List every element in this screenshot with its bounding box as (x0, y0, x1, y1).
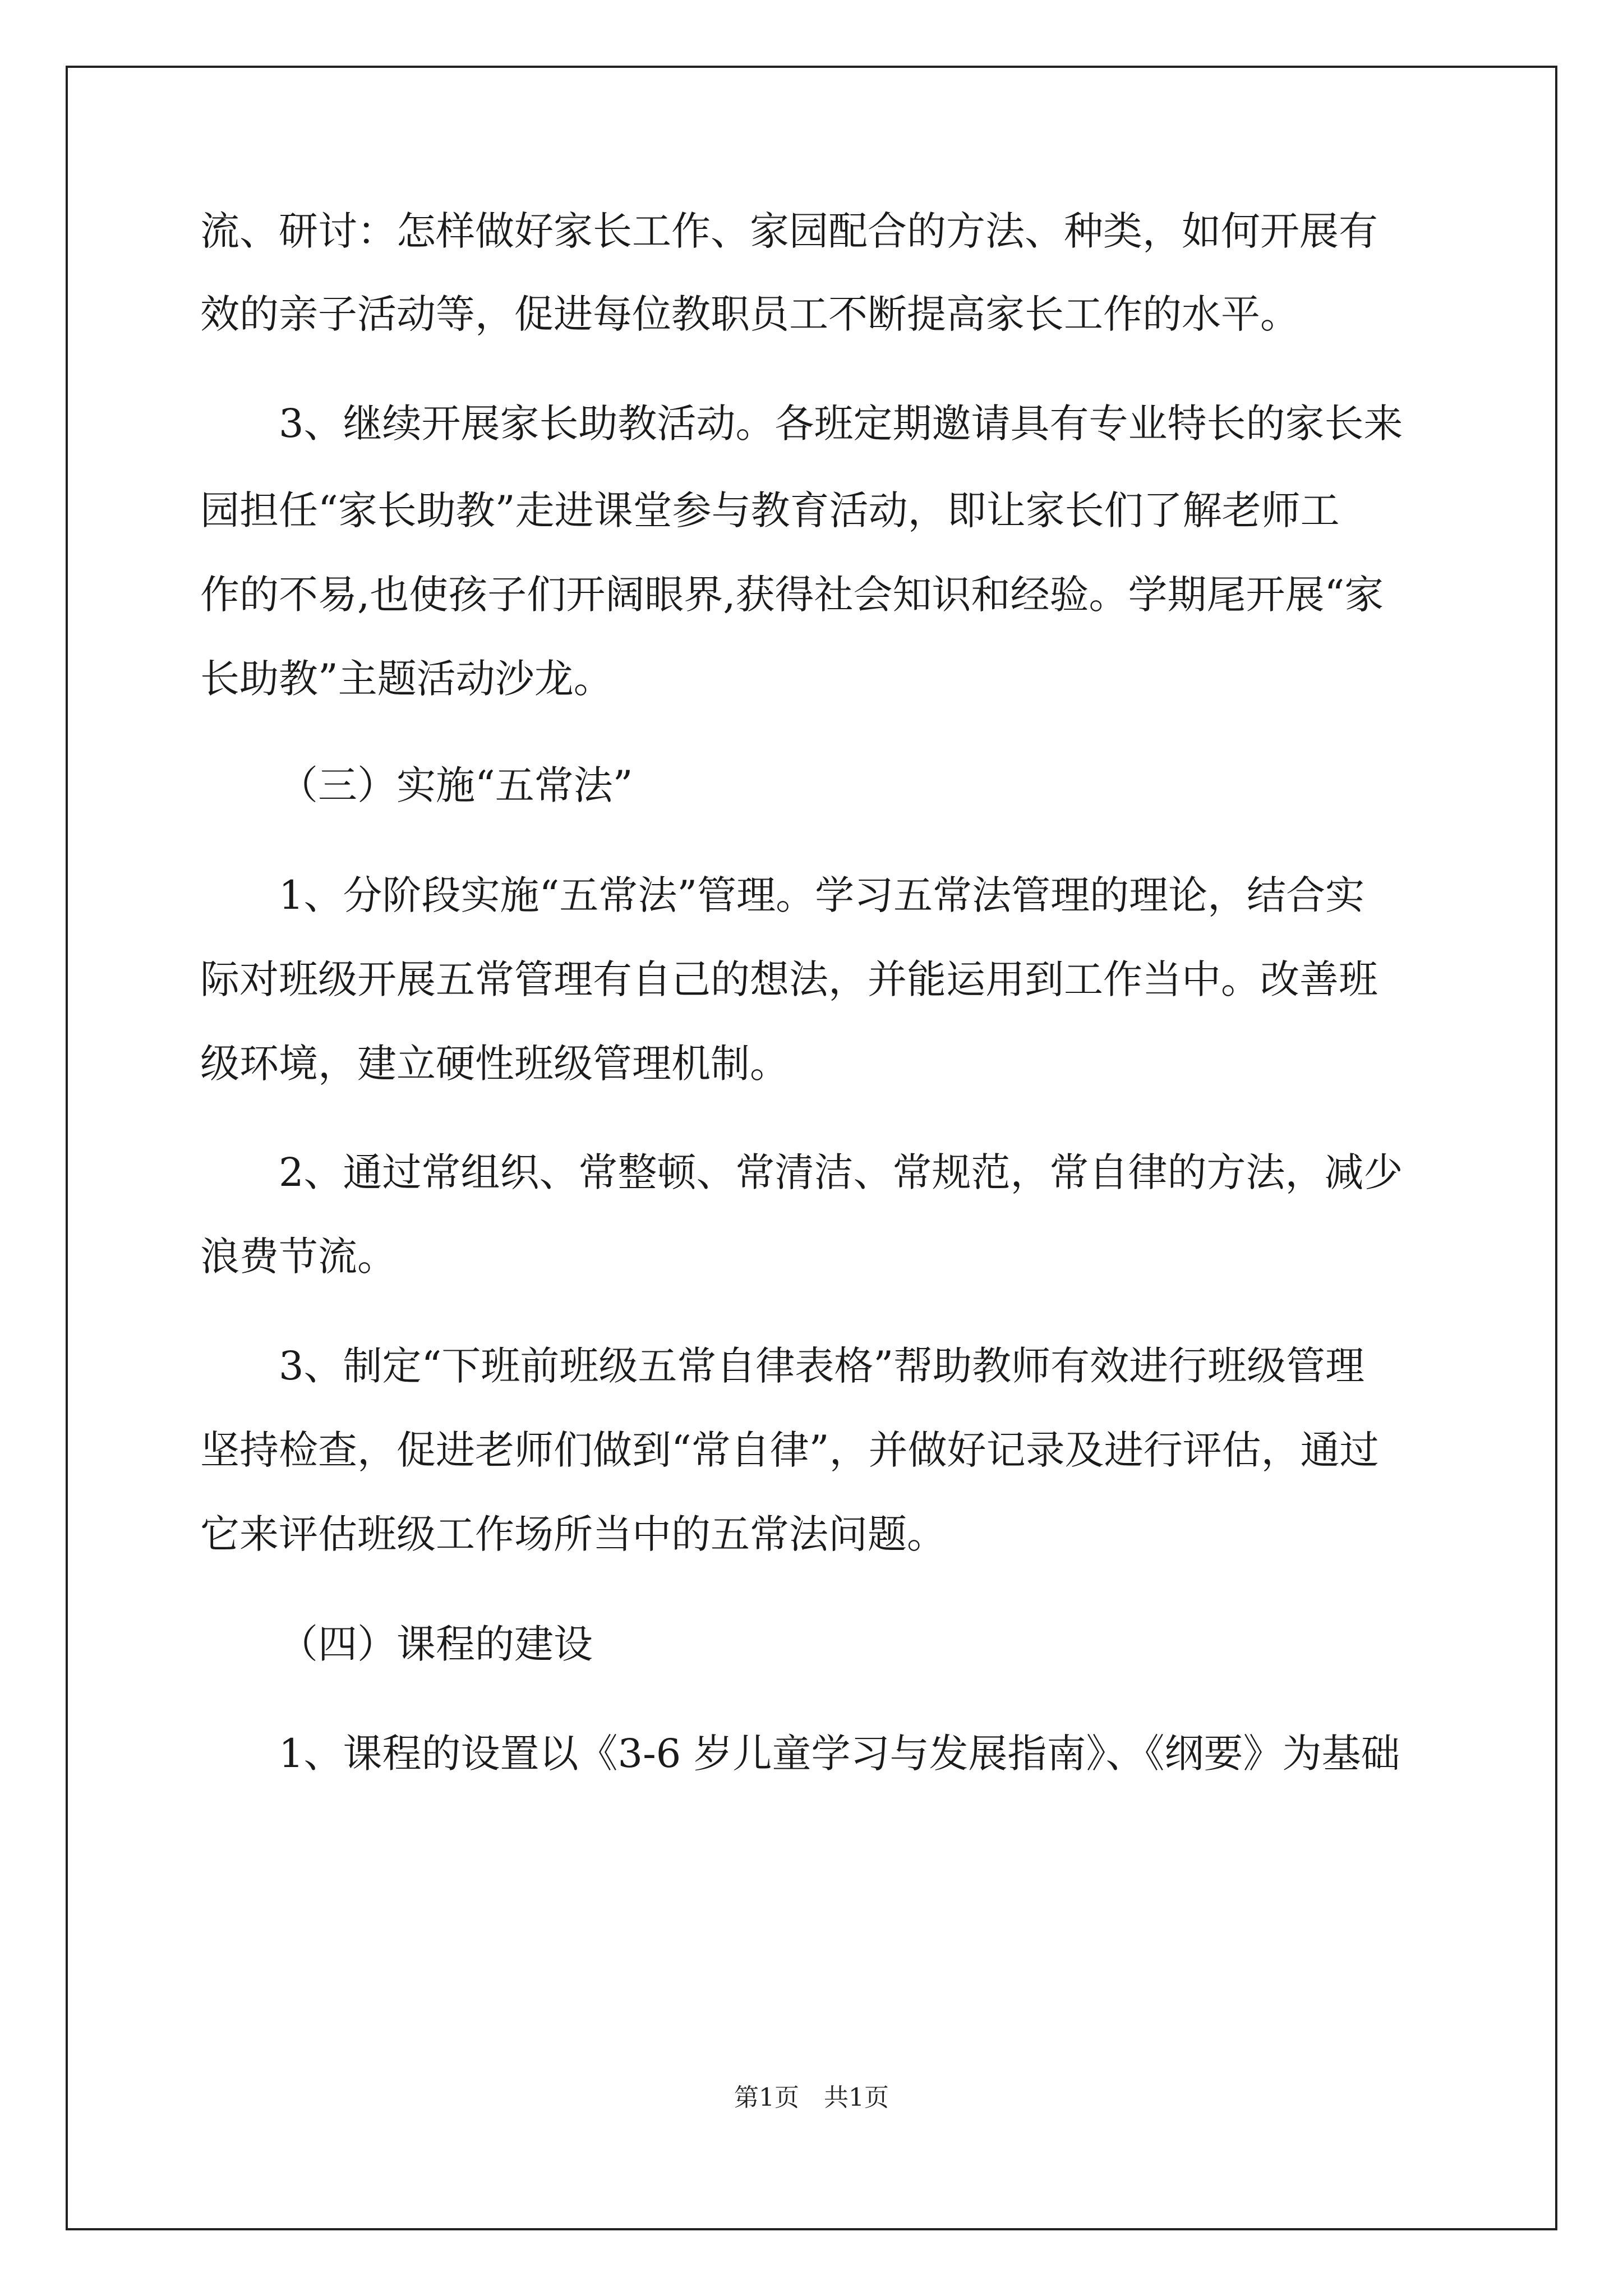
body-text-line: 1、课程的设置以《3-6 岁儿童学习与发展指南》、《纲要》为基础 (279, 1731, 1400, 1777)
body-text-line: 流、研讨：怎样做好家长工作、家园配合的方法、种类，如何开展有 (200, 208, 1378, 254)
body-text-line: 效的亲子活动等，促进每位教职员工不断提高家长工作的水平。 (200, 291, 1299, 337)
body-text-line: 1、分阶段实施“五常法”管理。学习五常法管理的理论，结合实 (279, 872, 1365, 918)
body-text-line: 3、继续开展家长助教活动。各班定期邀请具有专业特长的家长来 (279, 401, 1403, 447)
section-heading: （四）课程的建设 (279, 1621, 593, 1667)
body-text-line: 浪费节流。 (200, 1234, 396, 1280)
body-text-line: 它来评估班级工作场所当中的五常法问题。 (200, 1511, 946, 1557)
body-text-line: 际对班级开展五常管理有自己的想法，并能运用到工作当中。改善班 (200, 956, 1378, 1002)
body-text-line: 3、制定“下班前班级五常自律表格”帮助教师有效进行班级管理 (279, 1343, 1365, 1389)
body-text-line: 坚持检查，促进老师们做到“常自律”，并做好记录及进行评估，通过 (200, 1427, 1379, 1473)
body-text-line: 园担任“家长助教”走进课堂参与教育活动，即让家长们了解老师工 (200, 487, 1340, 533)
body-text-line: 长助教”主题活动沙龙。 (200, 656, 613, 702)
body-text-line: 级环境，建立硬性班级管理机制。 (200, 1041, 789, 1087)
page-number-footer: 第1页 共1页 (734, 2083, 889, 2112)
body-text-line: 2、通过常组织、常整顿、常清洁、常规范，常自律的方法，减少 (279, 1149, 1403, 1195)
section-heading: （三）实施“五常法” (279, 762, 633, 808)
body-text-line: 作的不易,也使孩子们开阔眼界,获得社会知识和经验。学期尾开展“家 (200, 572, 1384, 618)
